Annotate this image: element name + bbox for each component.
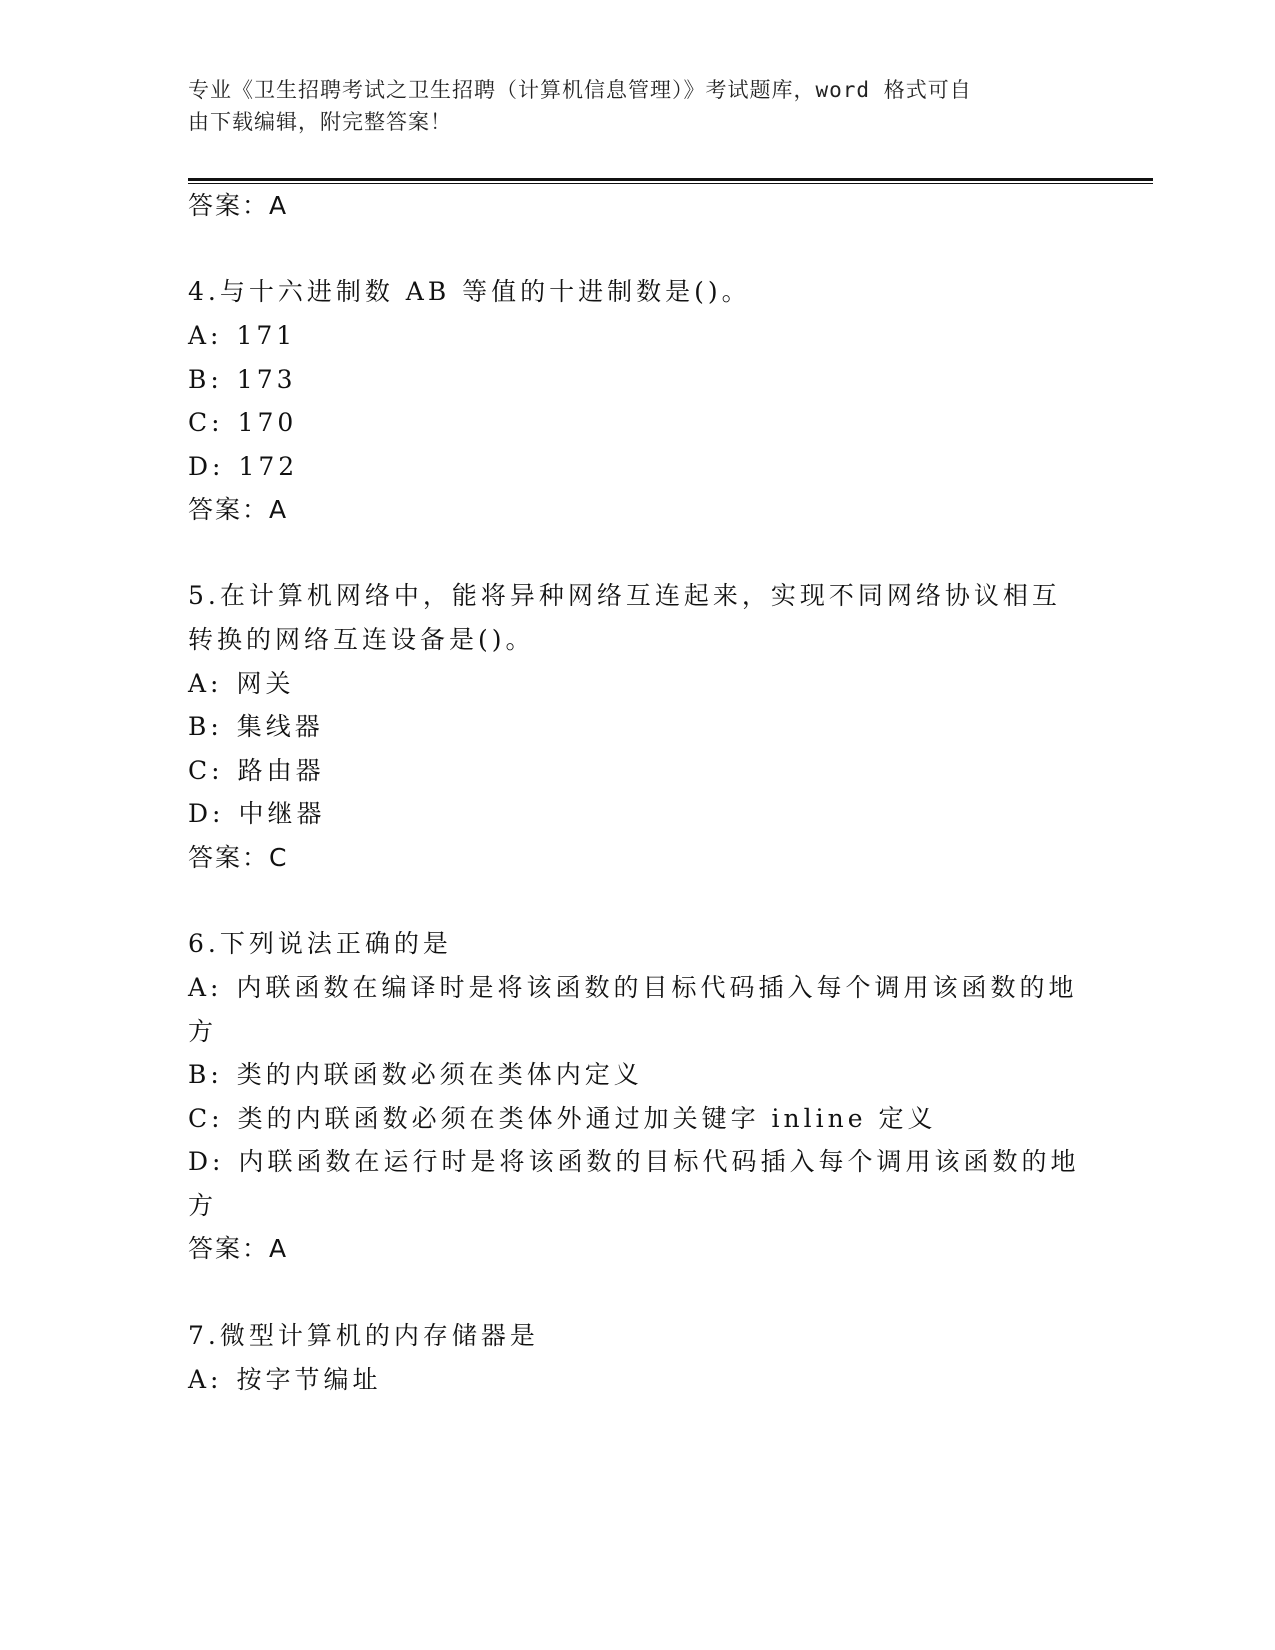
option-text: 类的内联函数必须在类体内定义 xyxy=(236,1060,643,1089)
option-line xyxy=(188,407,297,439)
option-key: A: xyxy=(188,321,223,350)
option-key: D: xyxy=(188,1147,225,1176)
option-key: B: xyxy=(188,712,223,741)
option-text: 集线器 xyxy=(236,712,324,741)
option-text-continued: 方 xyxy=(188,1191,218,1220)
option-key: C: xyxy=(188,408,224,437)
answer-line: 答案：A xyxy=(188,495,289,524)
option-line xyxy=(188,755,325,787)
option-key: D: xyxy=(188,799,225,828)
answer-line: 答案：C xyxy=(188,843,289,872)
option-line xyxy=(188,972,1078,1004)
option-key: C: xyxy=(188,1104,224,1133)
option-key: B: xyxy=(188,1060,223,1089)
option-key: B: xyxy=(188,365,223,394)
option-text: 网关 xyxy=(236,669,295,698)
option-key: A: xyxy=(188,973,223,1002)
option-key: C: xyxy=(188,756,224,785)
option-text: 内联函数在编译时是将该函数的目标代码插入每个调用该函数的地 xyxy=(236,973,1078,1002)
option-line xyxy=(188,451,298,483)
option-line xyxy=(188,364,297,396)
answer-line: 答案：A xyxy=(188,191,289,220)
option-text: 内联函数在运行时是将该函数的目标代码插入每个调用该函数的地 xyxy=(238,1147,1080,1176)
option-text: 类的内联函数必须在类体外通过加关键字 inline 定义 xyxy=(237,1104,937,1133)
option-line xyxy=(188,1103,936,1135)
option-line xyxy=(188,1364,382,1396)
question-stem: 7.微型计算机的内存储器是 xyxy=(188,1321,539,1350)
option-line xyxy=(188,668,295,700)
header-line-2: 由下载编辑，附完整答案！ xyxy=(188,110,452,134)
document-header xyxy=(188,74,1068,138)
option-line xyxy=(188,1146,1079,1178)
header-divider-thick xyxy=(188,178,1153,181)
option-text: 按字节编址 xyxy=(236,1365,382,1394)
header-divider-thin xyxy=(188,183,1153,184)
question-stem: 5.在计算机网络中，能将异种网络互连起来，实现不同网络协议相互 xyxy=(188,581,1061,610)
option-line xyxy=(188,798,325,830)
question-stem: 6.下列说法正确的是 xyxy=(188,929,452,958)
header-line-1: 专业《卫生招聘考试之卫生招聘（计算机信息管理）》考试题库，word 格式可自 xyxy=(188,78,972,102)
option-text: 173 xyxy=(236,365,297,394)
option-text: 中继器 xyxy=(238,799,326,828)
option-text: 170 xyxy=(237,408,298,437)
option-line xyxy=(188,320,296,352)
option-line xyxy=(188,1059,643,1091)
question-stem: 4.与十六进制数 AB 等值的十进制数是()。 xyxy=(188,277,751,306)
answer-line: 答案：A xyxy=(188,1234,289,1263)
option-key: A: xyxy=(188,1365,223,1394)
option-key: A: xyxy=(188,669,223,698)
option-text: 171 xyxy=(236,321,297,350)
option-key: D: xyxy=(188,452,225,481)
option-text-continued: 方 xyxy=(188,1017,218,1046)
option-text: 172 xyxy=(238,452,299,481)
question-stem-continued: 转换的网络互连设备是()。 xyxy=(188,625,535,654)
option-line xyxy=(188,711,324,743)
option-text: 路由器 xyxy=(237,756,325,785)
